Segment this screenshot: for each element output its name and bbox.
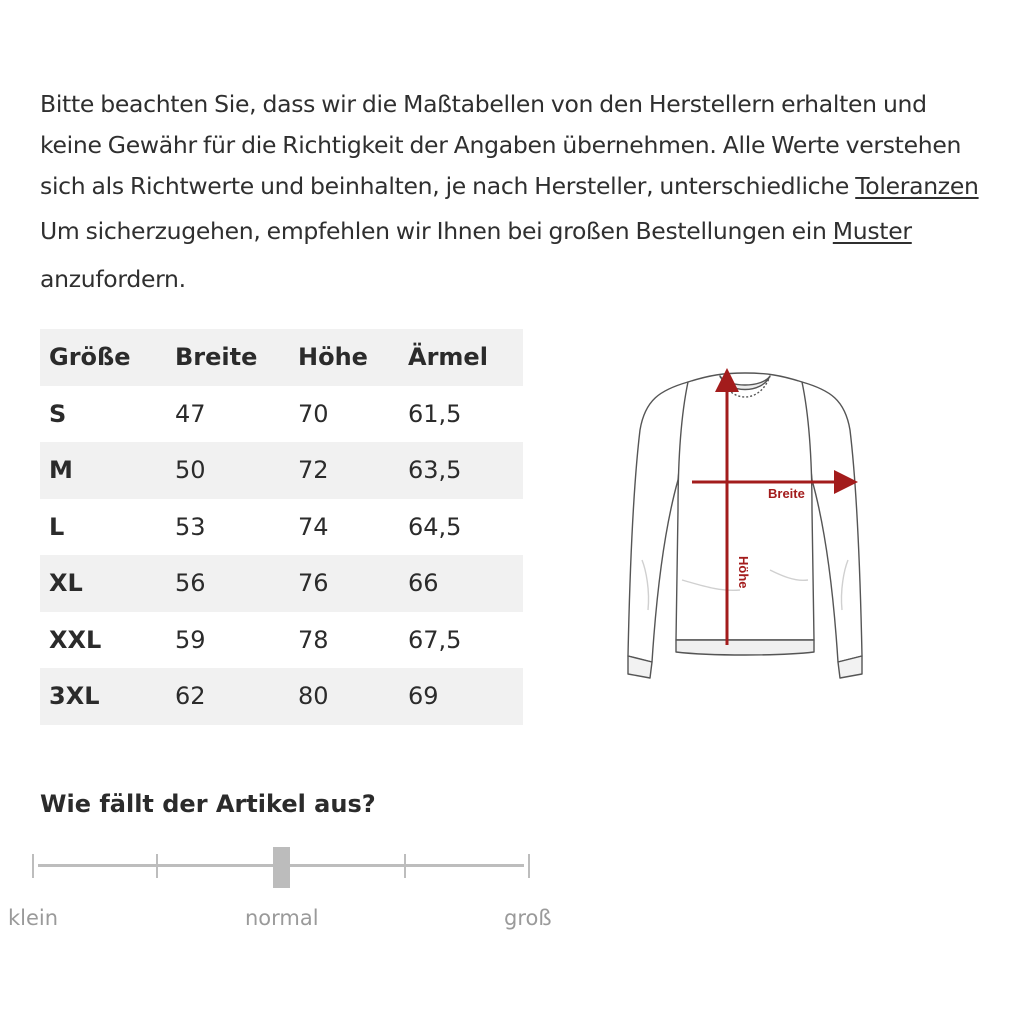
sweater-icon bbox=[628, 373, 862, 678]
disclaimer-line-4 bbox=[40, 207, 1000, 255]
table-row bbox=[40, 499, 523, 556]
header-size: Größe bbox=[49, 343, 131, 372]
fit-label-normal: normal bbox=[245, 906, 319, 930]
height-cell: 74 bbox=[298, 512, 329, 541]
header-width: Breite bbox=[175, 343, 258, 372]
fit-scale-tick bbox=[404, 854, 406, 878]
height-cell: 80 bbox=[298, 682, 329, 711]
size-table bbox=[40, 329, 523, 725]
disclaimer-line-4-text: Um sicherzugehen, empfehlen wir Ihnen bei großen Bestellungen ein bbox=[40, 217, 833, 245]
size-cell: S bbox=[49, 399, 67, 428]
size-cell: M bbox=[49, 456, 73, 485]
size-cell: 3XL bbox=[49, 682, 100, 711]
sleeve-cell: 67,5 bbox=[408, 625, 462, 654]
fit-scale bbox=[0, 840, 600, 940]
width-cell: 56 bbox=[175, 569, 206, 598]
table-row bbox=[40, 442, 523, 499]
table-row bbox=[40, 612, 523, 669]
table-header-row bbox=[40, 329, 523, 386]
width-cell: 59 bbox=[175, 625, 206, 654]
table-row bbox=[40, 386, 523, 443]
disclaimer-line-3-text: sich als Richtwerte und beinhalten, je nach Hersteller, unterschiedliche bbox=[40, 172, 856, 200]
fit-scale-tick bbox=[156, 854, 158, 878]
fit-label-large: groß bbox=[504, 906, 552, 930]
header-sleeve: Ärmel bbox=[408, 343, 488, 372]
disclaimer-line-2: keine Gewähr für die Richtigkeit der Angaben übernehmen. Alle Werte verstehen bbox=[40, 131, 962, 159]
fit-scale-tick bbox=[32, 854, 34, 878]
size-cell: L bbox=[49, 512, 65, 541]
sweater-measurement-diagram bbox=[620, 360, 870, 690]
disclaimer-line-1: Bitte beachten Sie, dass wir die Maßtabellen von den Herstellern erhalten und bbox=[40, 90, 927, 118]
fit-label-small: klein bbox=[8, 906, 59, 930]
fit-question: Wie fällt der Artikel aus? bbox=[40, 790, 376, 818]
sleeve-cell: 69 bbox=[408, 682, 439, 711]
height-cell: 76 bbox=[298, 569, 329, 598]
width-label: Breite bbox=[768, 486, 805, 501]
tolerances-link[interactable]: Toleranzen bbox=[855, 172, 979, 200]
height-cell: 70 bbox=[298, 399, 329, 428]
width-cell: 50 bbox=[175, 456, 206, 485]
fit-scale-tick bbox=[528, 854, 530, 878]
sleeve-cell: 61,5 bbox=[408, 399, 462, 428]
sleeve-cell: 66 bbox=[408, 569, 439, 598]
width-cell: 47 bbox=[175, 399, 206, 428]
table-row bbox=[40, 668, 523, 725]
width-cell: 53 bbox=[175, 512, 206, 541]
height-cell: 72 bbox=[298, 456, 329, 485]
header-height: Höhe bbox=[298, 343, 368, 372]
sample-link[interactable]: Muster bbox=[832, 217, 912, 245]
size-cell: XL bbox=[49, 569, 83, 598]
height-cell: 78 bbox=[298, 625, 329, 654]
size-cell: XXL bbox=[49, 625, 102, 654]
height-label: Höhe bbox=[736, 556, 751, 589]
width-cell: 62 bbox=[175, 682, 206, 711]
fit-slider-thumb[interactable] bbox=[273, 847, 290, 888]
sleeve-cell: 64,5 bbox=[408, 512, 462, 541]
disclaimer-line-5: anzufordern. bbox=[40, 265, 186, 293]
size-disclaimer bbox=[40, 84, 1000, 303]
disclaimer-line-3 bbox=[40, 166, 1000, 207]
table-row bbox=[40, 555, 523, 612]
sleeve-cell: 63,5 bbox=[408, 456, 462, 485]
